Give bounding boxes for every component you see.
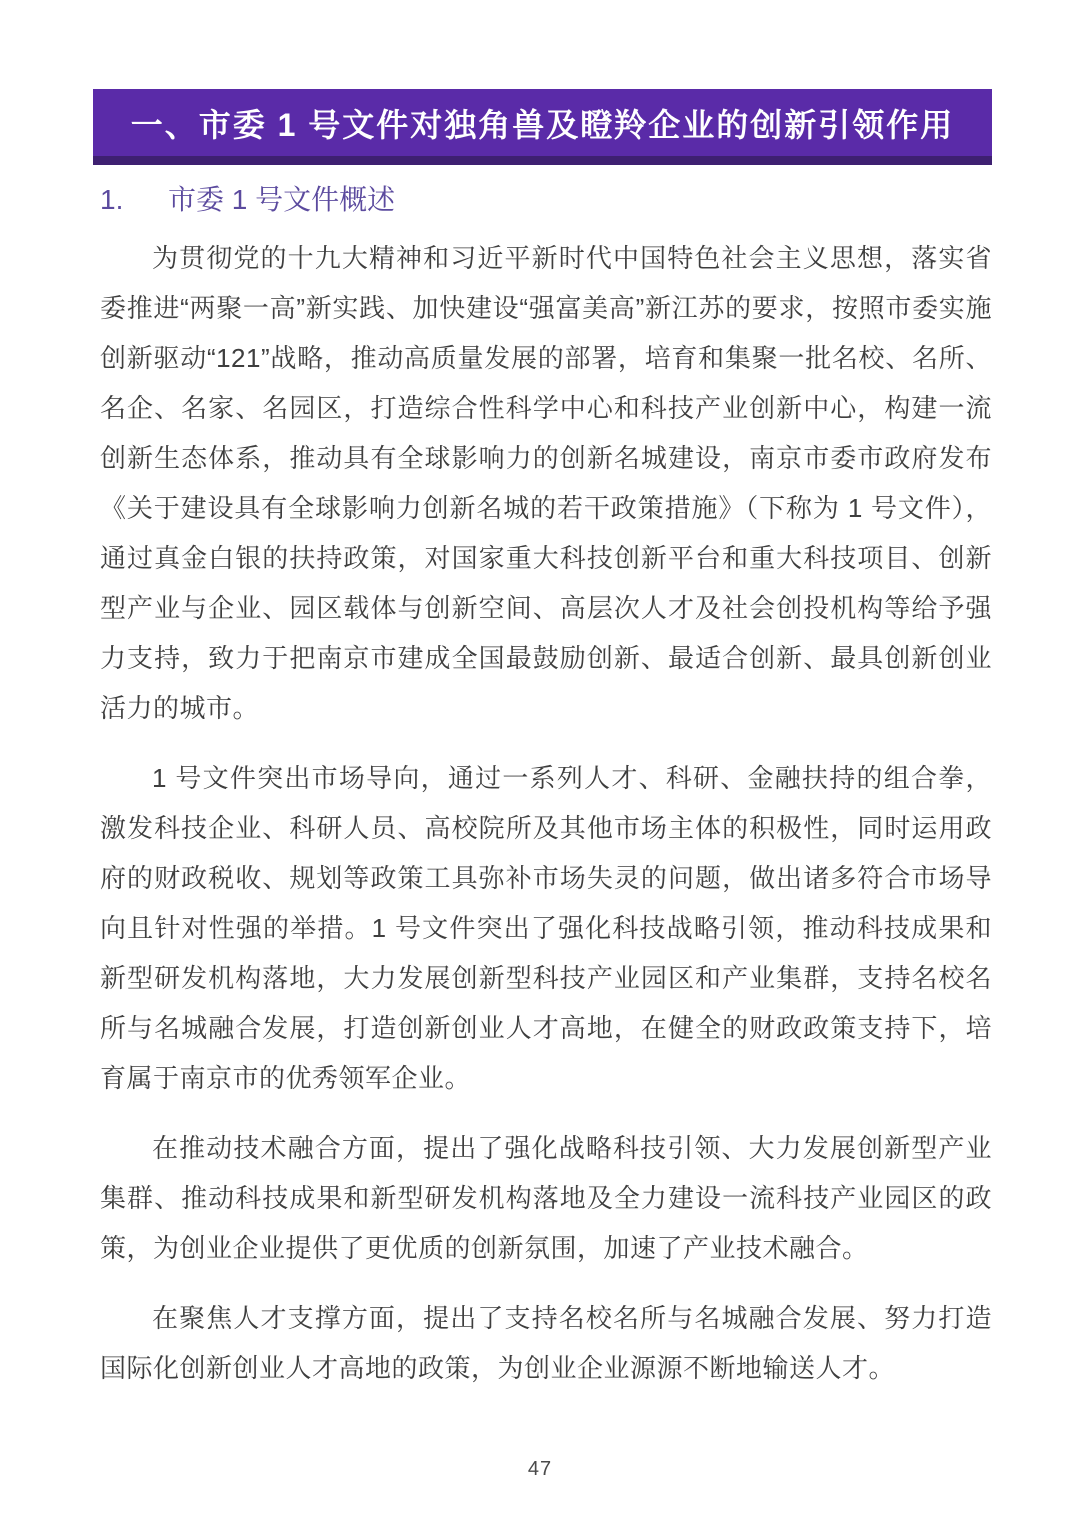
- subsection-title: 市委 1 号文件概述: [168, 184, 396, 215]
- page-footer: [0, 1458, 1080, 1481]
- body-content: [100, 233, 992, 1413]
- body-paragraph: 在推动技术融合方面，提出了强化战略科技引领、大力发展创新型产业集群、推动科技成果和新型研发机构落地及全力建设一流科技产业园区的政策，为创业企业提供了更优质的创新氛围，加速了产业技术融合。: [100, 1133, 992, 1263]
- subsection-number: 1.: [100, 184, 124, 215]
- subsection-heading: [100, 178, 992, 218]
- body-paragraph: 1 号文件突出市场导向，通过一系列人才、科研、金融扶持的组合拳，激发科技企业、科研人员、高校院所及其他市场主体的积极性，同时运用政府的财政税收、规划等政策工具弥补市场失灵的问题，做出诸多符合市场导向且针对性强的举措。1 号文件突出了强化科技战略引领，推动科技成果和新型研发机构落地，大力发展创新型科技产业园区和产业集群，支持名校名所与名城融合发展，打造创新创业人才高地，在健全的财政政策支持下，培育属于南京市的优秀领军企业。: [100, 763, 992, 1093]
- section-banner-title: 一、市委 1 号文件对独角兽及瞪羚企业的创新引领作用: [130, 106, 955, 143]
- section-banner: [93, 89, 992, 165]
- page-number: 47: [527, 1458, 553, 1480]
- body-paragraph: 在聚焦人才支撑方面，提出了支持名校名所与名城融合发展、努力打造国际化创新创业人才高地的政策，为创业企业源源不断地输送人才。: [100, 1303, 992, 1383]
- body-paragraph: 为贯彻党的十九大精神和习近平新时代中国特色社会主义思想，落实省委推进“两聚一高”新实践、加快建设“强富美高”新江苏的要求，按照市委实施创新驱动“121”战略，推动高质量发展的部署，培育和集聚一批名校、名所、名企、名家、名园区，打造综合性科学中心和科技产业创新中心，构建一流创新生态体系，推动具有全球影响力的创新名城建设，南京市委市政府发布《关于建设具有全球影响力创新名城的若干政策措施》（下称为 1 号文件），通过真金白银的扶持政策，对国家重大科技创新平台和重大科技项目、创新型产业与企业、园区载体与创新空间、高层次人才及社会创投机构等给予强力支持，致力于把南京市建成全国最鼓励创新、最适合创新、最具创新创业活力的城市。: [100, 243, 992, 723]
